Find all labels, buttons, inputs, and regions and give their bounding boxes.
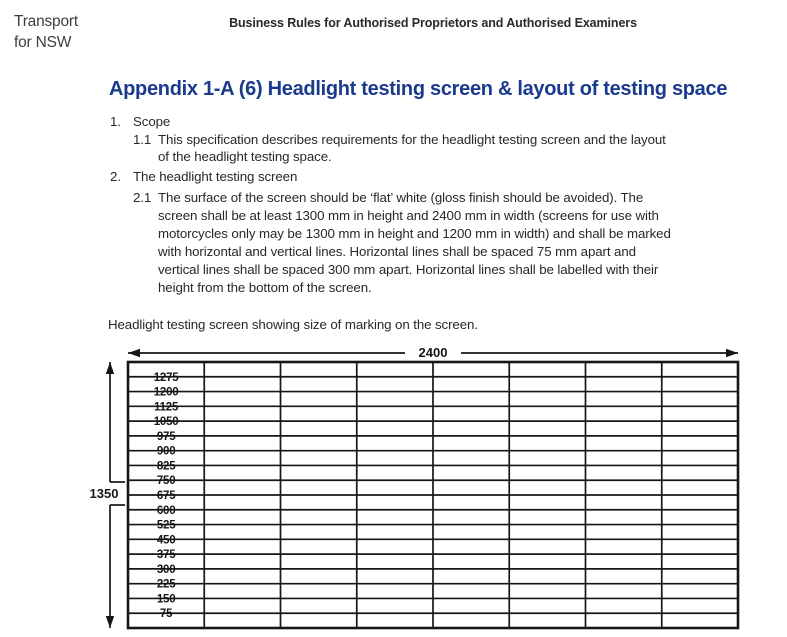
headlight-screen-diagram (80, 338, 760, 637)
clause-list (110, 113, 770, 297)
clause-1-1-text (158, 131, 666, 166)
right-arrowhead-icon (726, 349, 738, 357)
transport-nsw-logo (14, 12, 78, 53)
grid-row-height-label: 1050 (153, 416, 179, 429)
left-arrowhead-icon (128, 349, 140, 357)
list-item-2 (110, 168, 770, 186)
list-item-1 (110, 113, 770, 131)
grid-row-height-label: 1275 (153, 371, 179, 384)
list-item-label: The headlight testing screen (133, 168, 298, 184)
grid-row-height-label: 825 (156, 460, 176, 473)
grid-row-height-label: 525 (156, 519, 176, 532)
text-line: motorcycles only may be 1300 mm in height and 1200 mm in width) and shall be marked (158, 226, 671, 241)
sub-clause-number: 2.1 (133, 190, 152, 205)
list-item-number: 2. (110, 168, 121, 184)
clause-2-1 (133, 189, 770, 297)
text-line: screen shall be at least 1300 mm in height and 2400 mm in width (screens for use with (158, 208, 659, 223)
grid-row-height-label: 450 (156, 534, 176, 547)
height-dimension-label: 1350 (89, 486, 119, 501)
logo-line-1: Transport (14, 13, 78, 30)
text-line: with horizontal and vertical lines. Horizontal lines shall be spaced 75 mm apart and (158, 244, 636, 259)
width-dimension-label: 2400 (418, 345, 448, 360)
grid-row-height-label: 675 (156, 490, 176, 502)
clause-2-1-text (158, 189, 671, 297)
list-item-label: Scope (133, 114, 171, 129)
grid-row-height-label: 750 (156, 475, 176, 488)
down-arrowhead-icon (106, 616, 114, 628)
grid-row-height-label: 1200 (153, 386, 179, 399)
grid-row-height-label: 600 (156, 504, 176, 517)
grid-row-height-label: 1125 (154, 401, 179, 414)
sub-clauses-1 (133, 131, 770, 166)
appendix-heading: Appendix 1-A (6) Headlight testing screen & layout of testing space (109, 78, 728, 100)
grid-row-height-label: 75 (159, 608, 173, 621)
list-item-number: 1. (110, 114, 121, 129)
sub-clause-number: 1.1 (133, 131, 152, 147)
document-header-title: Business Rules for Authorised Proprietors and Authorised Examiners (229, 16, 637, 30)
logo-line-2: for NSW (14, 33, 72, 51)
sub-clauses-2 (133, 189, 770, 297)
grid-row-height-label: 900 (156, 445, 176, 458)
grid-row-height-label: 975 (156, 430, 176, 443)
grid-row-height-label: 300 (156, 563, 176, 576)
headlight-screen-grid-svg (80, 338, 760, 637)
text-line: This specification describes requirements for the headlight testing screen and the layout (158, 131, 666, 147)
grid-row-height-label: 375 (156, 549, 176, 562)
text-line: height from the bottom of the screen. (158, 280, 372, 295)
clause-1-1 (133, 131, 770, 166)
text-line: vertical lines shall be spaced 300 mm apart. Horizontal lines shall be labelled with their (158, 262, 659, 277)
text-line: The surface of the screen should be ‘flat’ white (gloss finish should be avoided). The (158, 190, 644, 205)
grid-row-height-label: 150 (156, 593, 176, 606)
diagram-caption: Headlight testing screen showing size of marking on the screen. (108, 317, 478, 332)
grid-row-height-label: 225 (156, 578, 176, 591)
text-line: of the headlight testing space. (158, 149, 332, 164)
up-arrowhead-icon (106, 362, 114, 374)
